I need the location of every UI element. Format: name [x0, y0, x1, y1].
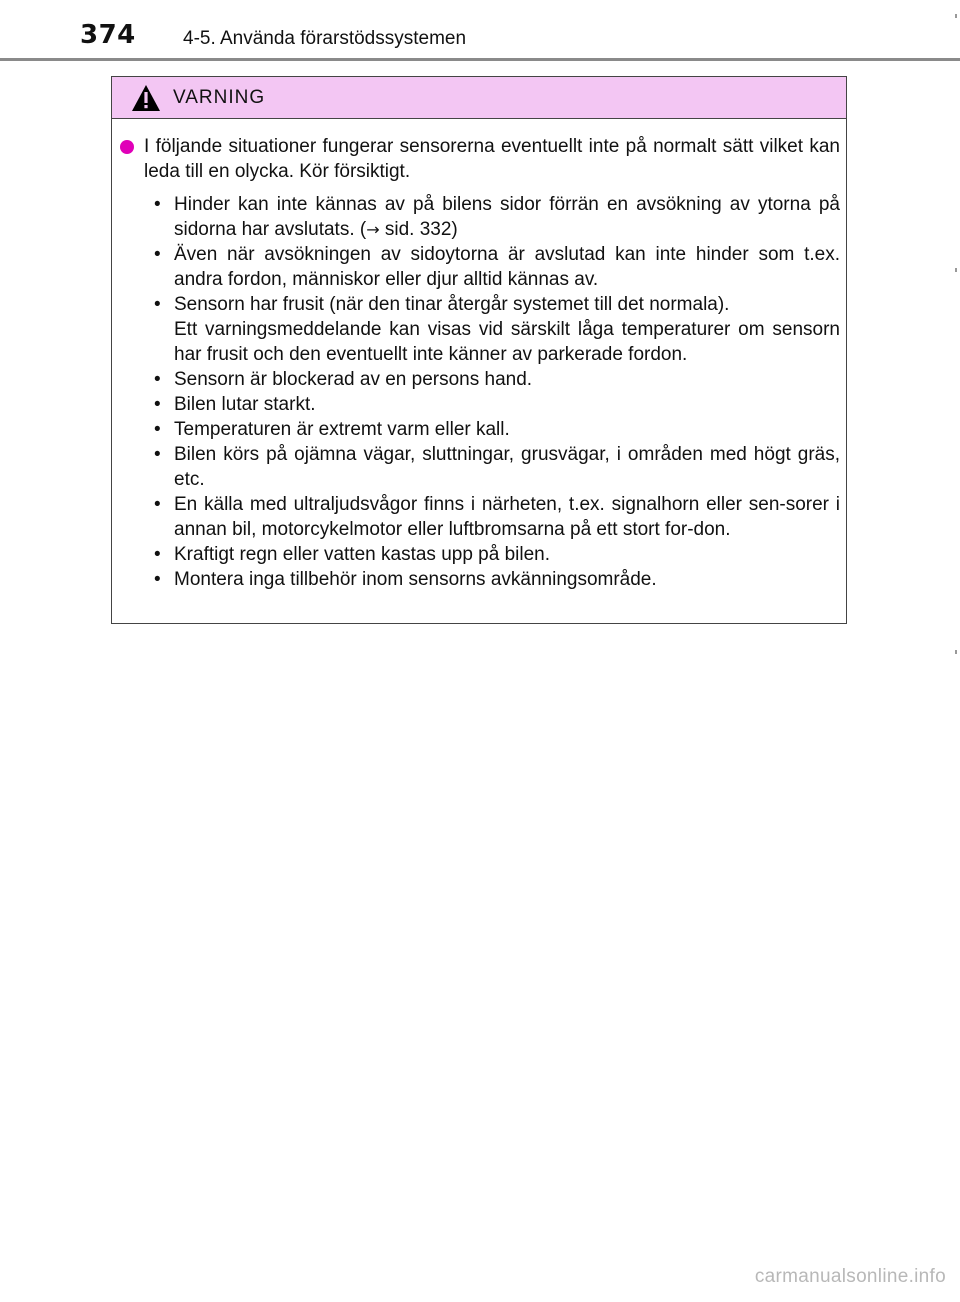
warning-label: VARNING — [173, 87, 266, 108]
bullet-dot-icon: • — [154, 444, 161, 465]
bullet-dot-icon: • — [154, 244, 161, 265]
list-item-text: Bilen lutar starkt. — [174, 394, 316, 415]
edge-mark — [955, 268, 957, 272]
edge-mark — [955, 650, 957, 654]
bullet-dot-icon: • — [154, 294, 161, 315]
bullet-dot-icon: • — [154, 494, 161, 515]
list-item-text: Kraftigt regn eller vatten kastas upp på bilen. — [174, 544, 551, 565]
warning-intro — [134, 134, 840, 184]
list-item — [134, 392, 840, 417]
warning-body — [134, 134, 840, 592]
warning-triangle-icon — [131, 84, 161, 112]
list-item-extra-text: Ett varningsmeddelande kan visas vid särskilt låga temperaturer om sensorn har frusit och den eventuellt inte känner av parkerade fordon. — [174, 319, 840, 365]
list-item — [134, 442, 840, 492]
warning-intro-text: I följande situationer fungerar sensorerna eventuellt inte på normalt sätt vilket kan leda till en olycka. Kör försiktigt. — [144, 136, 840, 182]
warning-header — [112, 77, 846, 119]
bullet-dot-icon: • — [154, 394, 161, 415]
warning-list — [134, 192, 840, 592]
list-item — [134, 567, 840, 592]
bullet-dot-icon: • — [154, 569, 161, 590]
arrow-right-icon: → — [366, 220, 380, 239]
list-item — [134, 367, 840, 392]
watermark: carmanualsonline.info — [754, 1266, 946, 1287]
list-item-text: Montera inga tillbehör inom sensorns avkänningsområde. — [174, 569, 657, 590]
list-item — [134, 417, 840, 442]
list-item-text: Sensorn är blockerad av en persons hand. — [174, 369, 533, 390]
bullet-dot-icon: • — [154, 419, 161, 440]
list-item — [134, 242, 840, 292]
bullet-dot-icon: • — [154, 194, 161, 215]
list-item — [134, 192, 840, 242]
bullet-dot-icon: • — [154, 369, 161, 390]
list-item — [134, 292, 840, 367]
chapter-title: 4-5. Använda förarstödssystemen — [183, 28, 467, 49]
circle-bullet-icon — [120, 140, 134, 154]
list-item-text: Temperaturen är extremt varm eller kall. — [174, 419, 510, 440]
edge-mark — [955, 14, 957, 18]
page-reference: sid. 332) — [379, 219, 458, 240]
page-number: 374 — [80, 20, 136, 50]
header-rule — [0, 58, 960, 61]
list-item-text: Sensorn har frusit (när den tinar återgår systemet till det normala). — [174, 294, 730, 315]
list-item-text: Även när avsökningen av sidoytorna är avslutad kan inte hinder som t.ex. andra fordon, människor eller djur alltid kännas av. — [174, 244, 840, 290]
list-item-text: Bilen körs på ojämna vägar, sluttningar, grusvägar, i områden med högt gräs, etc. — [174, 444, 840, 490]
warning-box — [111, 76, 847, 624]
page-header — [0, 0, 960, 62]
bullet-dot-icon: • — [154, 544, 161, 565]
list-item-text: Hinder kan inte kännas av på bilens sidor förrän en avsökning av ytorna på sidorna har avslutats. ( — [174, 194, 840, 240]
list-item — [134, 542, 840, 567]
list-item — [134, 492, 840, 542]
list-item-text: En källa med ultraljudsvågor finns i närheten, t.ex. signalhorn eller sen-sorer i annan bil, motorcykelmotor eller luftbromsarna på ett stort for-don. — [174, 494, 840, 540]
